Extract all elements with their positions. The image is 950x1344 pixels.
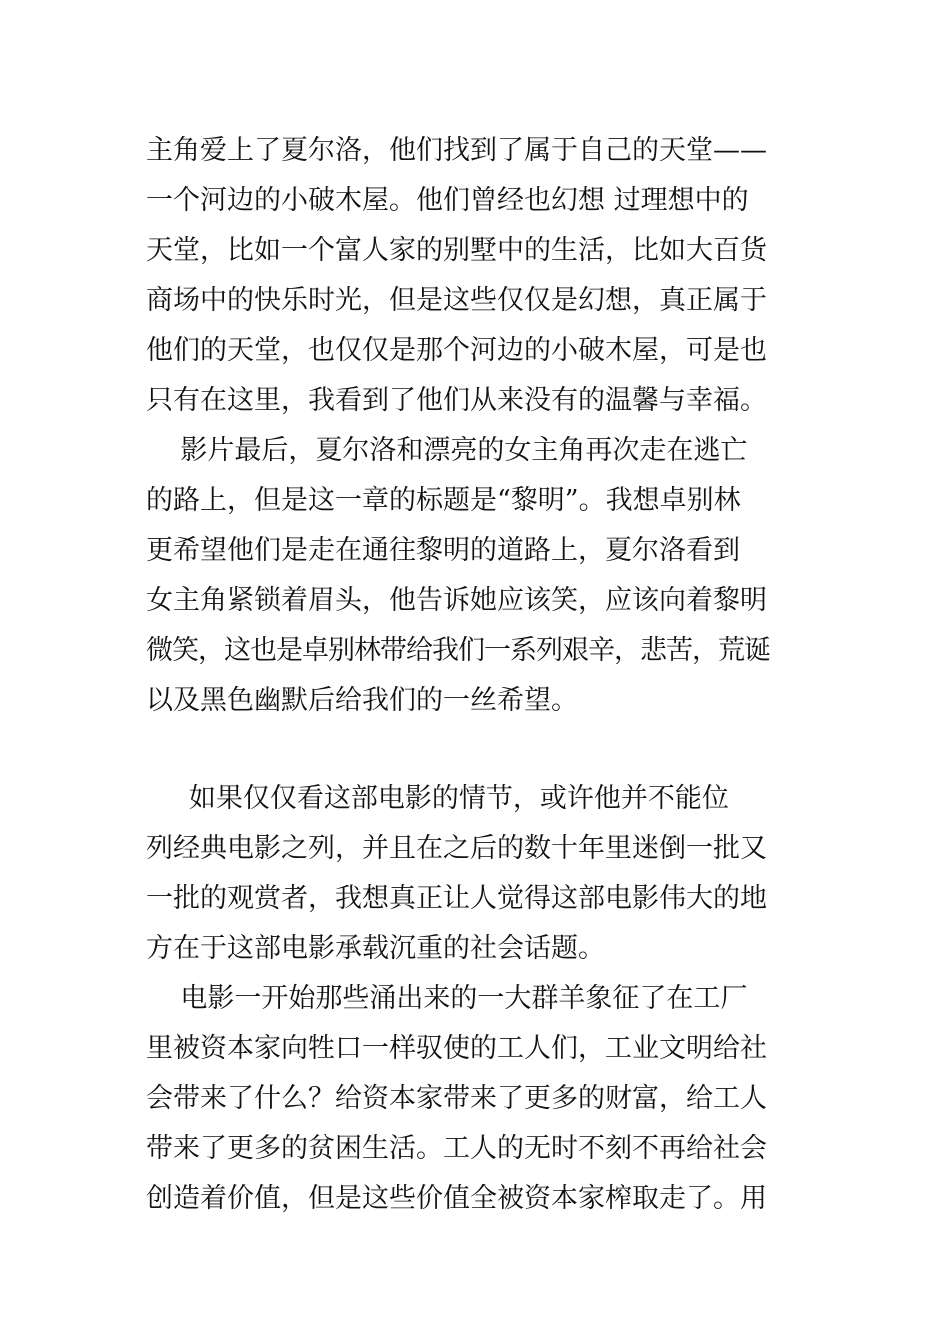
text-line: 的路上，但是这一章的标题是“黎明”。我想卓别林	[146, 485, 741, 516]
paragraph-2	[146, 426, 816, 726]
text-line: 列经典电影之列，并且在之后的数十年里迷倒一批又	[146, 833, 767, 864]
text-line: 更希望他们是走在通往黎明的道路上，夏尔洛看到	[146, 535, 740, 566]
paragraph-spacer	[146, 726, 816, 774]
text-line: 天堂，比如一个富人家的别墅中的生活，比如大百货	[146, 235, 767, 266]
paragraph-3	[146, 774, 816, 974]
text-line: 会带来了什么？给资本家带来了更多的财富，给工人	[146, 1083, 767, 1114]
text-line: 他们的天堂，也仅仅是那个河边的小破木屋，可是也	[146, 335, 767, 366]
text-line: 女主角紧锁着眉头，他告诉她应该笑，应该向着黎明	[146, 585, 767, 616]
text-line: 一批的观赏者，我想真正让人觉得这部电影伟大的地	[146, 883, 767, 914]
text-line: 创造着价值，但是这些价值全被资本家榨取走了。用	[146, 1183, 767, 1214]
text-line: 微笑，这也是卓别林带给我们一系列艰辛，悲苦，荒诞	[146, 635, 770, 666]
paragraph-1	[146, 126, 816, 426]
text-line: 电影一开始那些涌出来的一大群羊象征了在工厂	[146, 983, 748, 1014]
document-body	[146, 126, 816, 1224]
paragraph-4	[146, 974, 816, 1224]
text-line: 以及黑色幽默后给我们的一丝希望。	[146, 685, 578, 716]
text-line: 如果仅仅看这部电影的情节，或许他并不能位	[146, 783, 729, 814]
text-line: 主角爱上了夏尔洛，他们找到了属于自己的天堂——	[146, 135, 767, 166]
text-line: 带来了更多的贫困生活。工人的无时不刻不再给社会	[146, 1133, 767, 1164]
text-line: 里被资本家向牲口一样驭使的工人们，工业文明给社	[146, 1033, 767, 1064]
text-line: 商场中的快乐时光，但是这些仅仅是幻想，真正属于	[146, 285, 767, 316]
text-line: 方在于这部电影承载沉重的社会话题。	[146, 933, 605, 964]
text-line: 影片最后，夏尔洛和漂亮的女主角再次走在逃亡	[146, 435, 748, 466]
text-line: 只有在这里，我看到了他们从来没有的温馨与幸福。	[146, 385, 767, 416]
text-line: 一个河边的小破木屋。他们曾经也幻想 过理想中的	[146, 185, 749, 216]
